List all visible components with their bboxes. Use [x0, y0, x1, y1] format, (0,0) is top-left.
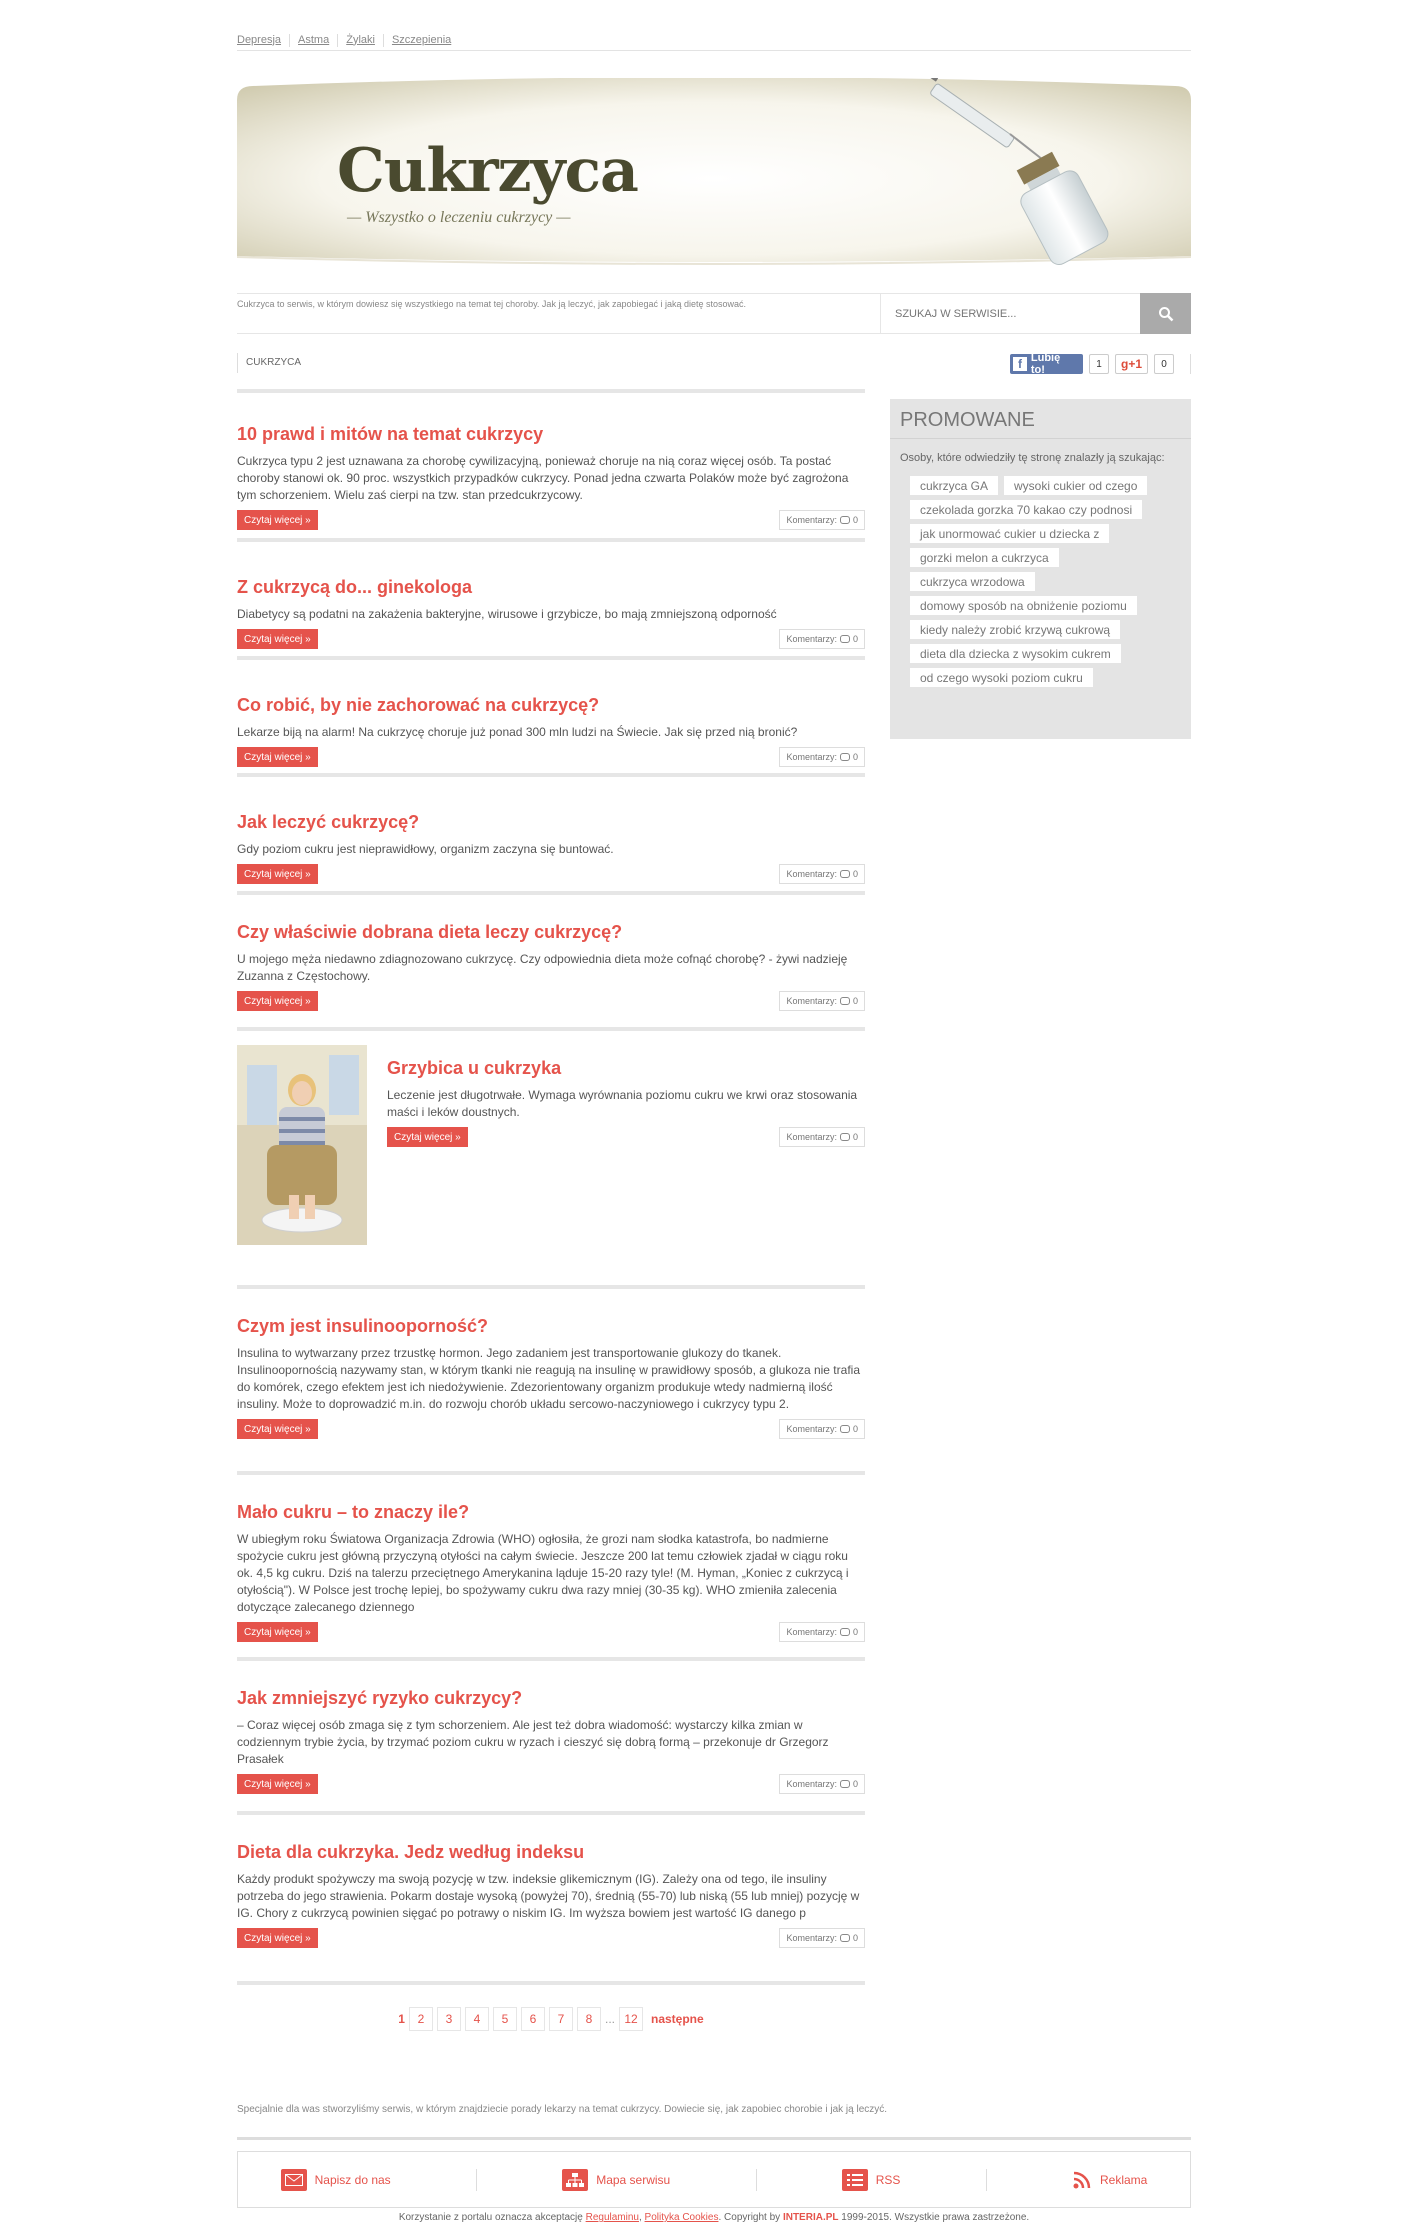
article-item: [237, 1471, 865, 1657]
mail-icon: [281, 2169, 307, 2191]
interia-link[interactable]: INTERIA.PL: [782, 2212, 839, 2223]
comments-number: 0: [852, 1933, 858, 1943]
page-link[interactable]: 8: [577, 2007, 601, 2031]
footer-link-label: Napisz do nas: [314, 2172, 391, 2187]
page-link[interactable]: 4: [465, 2007, 489, 2031]
footer-link-sitemap[interactable]: [562, 2169, 670, 2191]
comments-label: Komentarzy:: [786, 869, 837, 879]
article-title[interactable]: Grzybica u cukrzyka: [387, 1058, 562, 1078]
read-more-button[interactable]: Czytaj więcej »: [237, 629, 318, 649]
page-link[interactable]: 5: [493, 2007, 517, 2031]
cookies-link[interactable]: Polityka Cookies: [644, 2212, 719, 2223]
comments-label: Komentarzy:: [786, 1424, 837, 1434]
comments-count[interactable]: [779, 991, 865, 1011]
search-tag[interactable]: gorzki melon a cukrzyca: [910, 548, 1059, 567]
comments-label: Komentarzy:: [786, 1627, 837, 1637]
social-buttons: [1010, 354, 1191, 374]
comments-number: 0: [852, 515, 858, 525]
article-excerpt: U mojego męża niedawno zdiagnozowano cukrzycę. Czy odpowiednia dieta może cofnąć chorobę? - żywi nadzieję Zuzanna z Częstochowy.: [237, 952, 848, 983]
search-tag[interactable]: dieta dla dziecka z wysokim cukrem: [910, 644, 1121, 663]
google-plus-label: +1: [1128, 357, 1142, 371]
comments-number: 0: [852, 1132, 858, 1142]
page-link[interactable]: 6: [521, 2007, 545, 2031]
copyright-text: Copyright by: [724, 2212, 781, 2223]
comments-label: Komentarzy:: [786, 515, 837, 525]
page-current: 1: [398, 2012, 405, 2026]
copyright-text: 1999-2015. Wszystkie prawa zastrzeżone.: [841, 2212, 1030, 2223]
copyright: Korzystanie z portalu oznacza akceptację Regulaminu, Polityka Cookies. Copyright by INTERIA.PL 1999-2015. Wszystkie prawa zastrzeżone.: [398, 2212, 1030, 2223]
pagination: [237, 2006, 865, 2032]
comments-number: 0: [852, 634, 858, 644]
comments-number: 0: [852, 752, 858, 762]
facebook-like-button[interactable]: [1010, 354, 1083, 374]
intro-text: Cukrzyca to serwis, w którym dowiesz się wszystkiego na temat tej choroby. Jak ją leczyć, jak zapobiegać i jaką dietę stosować.: [237, 299, 747, 309]
article-title[interactable]: Czy właściwie dobrana dieta leczy cukrzycę?: [237, 922, 623, 942]
article-title[interactable]: Mało cukru – to znaczy ile?: [237, 1502, 470, 1522]
article-item: [237, 891, 865, 1027]
comments-count[interactable]: [779, 747, 865, 767]
header-banner[interactable]: [237, 78, 1191, 270]
article-item: [237, 389, 865, 526]
footer-link-ads[interactable]: [1072, 2170, 1147, 2190]
comments-label: Komentarzy:: [786, 1779, 837, 1789]
search-tag[interactable]: kiedy należy zrobić krzywą cukrową: [910, 620, 1120, 639]
article-image[interactable]: [237, 1045, 367, 1245]
divider: [756, 2169, 757, 2191]
article-title[interactable]: Z cukrzycą do... ginekologa: [237, 577, 473, 597]
read-more-button[interactable]: Czytaj więcej »: [237, 1774, 318, 1794]
comments-count[interactable]: [779, 1419, 865, 1439]
top-link-szczepienia[interactable]: Szczepienia: [383, 34, 459, 47]
top-links: [237, 30, 459, 50]
promoted-sidebar: [890, 399, 1191, 739]
divider: [237, 50, 1191, 51]
footer-link-label: Mapa serwisu: [596, 2172, 671, 2187]
comments-number: 0: [852, 996, 858, 1006]
search-tag[interactable]: czekolada gorzka 70 kakao czy podnosi: [910, 500, 1142, 519]
top-link-astma[interactable]: Astma: [289, 34, 337, 47]
footer-link-label: RSS: [875, 2172, 901, 2187]
sitemap-icon: [562, 2169, 588, 2191]
facebook-icon: f: [1013, 357, 1027, 371]
read-more-button[interactable]: Czytaj więcej »: [237, 1928, 318, 1948]
comments-label: Komentarzy:: [786, 752, 837, 762]
comments-number: 0: [852, 869, 858, 879]
sidebar-lead: Osoby, które odwiedziły tę stronę znalazły ją szukając:: [900, 452, 1165, 464]
article-excerpt: Gdy poziom cukru jest nieprawidłowy, organizm zaczyna się buntować.: [237, 842, 614, 856]
article-item: [237, 1285, 865, 1471]
top-link-depresja[interactable]: Depresja: [237, 33, 282, 46]
list-icon: [842, 2169, 868, 2191]
search-tag[interactable]: cukrzyca GA: [910, 476, 998, 495]
footer-link-contact[interactable]: [281, 2169, 391, 2191]
read-more-button[interactable]: Czytaj więcej »: [387, 1127, 468, 1147]
article-title[interactable]: Jak leczyć cukrzycę?: [237, 812, 420, 832]
search-tag[interactable]: od czego wysoki poziom cukru: [910, 668, 1093, 687]
article-excerpt: Każdy produkt spożywczy ma swoją pozycję w tzw. indeksie glikemicznym (IG). Zależy ona od tego, ile insuliny potrzeba do jego strawienia. Pokarm dostaje wysoką (powyżej 70), średnią (55-70) lub niską (55 lub mniej) pozycję w IG. Chory z cukrzycą powinien sięgać po potrawy o niskim IG. Im wyższa bowiem jest wartość IG danego p: [237, 1872, 860, 1920]
search-tag[interactable]: jak unormować cukier u dziecka z: [910, 524, 1109, 543]
comment-bubble-icon: [840, 753, 850, 761]
site-logo-title: Cukrzyca: [337, 136, 638, 206]
intro-bar: [237, 293, 1191, 334]
divider: [237, 2137, 1191, 2140]
comment-bubble-icon: [840, 1425, 850, 1433]
comments-count[interactable]: [779, 1774, 865, 1794]
comments-number: 0: [852, 1779, 858, 1789]
google-plus-button[interactable]: [1115, 354, 1148, 374]
comments-label: Komentarzy:: [786, 1132, 837, 1142]
article-excerpt: – Coraz więcej osób zmaga się z tym schorzeniem. Ale jest też dobra wiadomość: wystarczy kilka zmian w codziennym trybie życia, by trzymać poziom cukru w ryzach i cieszyć się dobrą formą – przekonuje dr Grzegorz Prasałek: [237, 1718, 829, 1766]
article-item: [237, 1657, 865, 1811]
read-more-button[interactable]: Czytaj więcej »: [237, 510, 318, 530]
article-excerpt: Cukrzyca typu 2 jest uznawana za chorobę cywilizacyjną, ponieważ choruje na nią coraz więcej osób. Ta postać choroby stanowi ok. 90 proc. wszystkich przypadków cukrzycy. Ponad jedna czwarta Polaków może być zagrożona tym schorzeniem. Wielu zaś cierpi na tzw. stan przedcukrzycowy.: [237, 454, 849, 502]
divider: [1190, 354, 1191, 374]
divider: [986, 2169, 987, 2191]
rss-icon: [1072, 2170, 1092, 2190]
comments-label: Komentarzy:: [786, 1933, 837, 1943]
next-page-link[interactable]: następne: [651, 2012, 704, 2026]
article-title[interactable]: Czym jest insulinooporność?: [237, 1316, 489, 1336]
facebook-like-count: 1: [1089, 354, 1109, 374]
comment-bubble-icon: [840, 1934, 850, 1942]
site-logo-subtitle: — Wszystko o leczeniu cukrzycy —: [347, 209, 571, 226]
comment-bubble-icon: [840, 997, 850, 1005]
search-button[interactable]: [1140, 293, 1191, 334]
article-item: [237, 1811, 865, 1985]
search-tags: [900, 476, 1181, 687]
comments-label: Komentarzy:: [786, 634, 837, 644]
google-plus-count: 0: [1154, 354, 1174, 374]
comments-count[interactable]: [779, 1928, 865, 1948]
comments-number: 0: [852, 1627, 858, 1637]
comments-count[interactable]: [779, 510, 865, 530]
article-title[interactable]: Jak zmniejszyć ryzyko cukrzycy?: [237, 1688, 523, 1708]
article-title[interactable]: 10 prawd i mitów na temat cukrzycy: [237, 424, 544, 444]
footer-link-label: Reklama: [1099, 2172, 1148, 2187]
terms-link[interactable]: Regulaminu: [585, 2212, 639, 2223]
comments-number: 0: [852, 1424, 858, 1434]
read-more-button[interactable]: Czytaj więcej »: [237, 747, 318, 767]
read-more-button[interactable]: Czytaj więcej »: [237, 1622, 318, 1642]
comments-count[interactable]: [779, 1127, 865, 1147]
copyright-text: Korzystanie z portalu oznacza akceptację: [398, 2212, 583, 2223]
page-link[interactable]: 3: [437, 2007, 461, 2031]
comment-bubble-icon: [840, 1780, 850, 1788]
search-tag[interactable]: cukrzyca wrzodowa: [910, 572, 1035, 591]
article-excerpt: Leczenie jest długotrwałe. Wymaga wyrównania poziomu cukru we krwi oraz stosowania maści i leków doustnych.: [387, 1088, 858, 1119]
comment-bubble-icon: [840, 1628, 850, 1636]
article-excerpt: Diabetycy są podatni na zakażenia bakteryjne, wirusowe i grzybicze, bo mają zmniejszoną odporność: [237, 607, 777, 621]
article-item: [237, 1027, 865, 1285]
top-link-zylaki[interactable]: Żylaki: [337, 34, 383, 47]
footer-link-rss[interactable]: [842, 2169, 901, 2191]
article-item: [237, 773, 865, 891]
search-icon: [1158, 306, 1174, 322]
comments-count[interactable]: [779, 629, 865, 649]
page-link[interactable]: 7: [549, 2007, 573, 2031]
comments-label: Komentarzy:: [786, 996, 837, 1006]
comment-bubble-icon: [840, 516, 850, 524]
comments-count[interactable]: [779, 864, 865, 884]
article-excerpt: W ubiegłym roku Światowa Organizacja Zdrowia (WHO) ogłosiła, że grozi nam słodka katastrofa, bo nadmierne spożycie cukru jest główną przyczyną otyłości na całym świecie. Jeszcze 200 lat temu człowiek zjadał w ciągu roku ok. 4,5 kg cukru. Dziś na talerzu przeciętnego Amerykanina ląduje 15-20 razy tyle! (M. Hyman, „Koniec z cukrzycą i otyłością"). W Polsce jest trochę lepiej, bo spożywamy cukru dwa razy mniej (30-35 kg). WHO zmieniła zalecenia dotyczące zalecanego dziennego: [237, 1532, 849, 1614]
article-excerpt: Insulina to wytwarzany przez trzustkę hormon. Jego zadaniem jest transportowanie glukozy do tkanek. Insulinoopornością nazywamy stan, w którym tkanki nie reagują na insulinę w prawidłowy sposób, a glukoza nie trafia do komórek, czego efektem jest ich niedożywienie. Zdezorientowany organizm produkuje wtedy nadmierną ilość insuliny. Może to doprowadzić m.in. do rozwoju chorób układu sercowo-naczyniowego i cukrzycy typu 2.: [237, 1346, 860, 1411]
search-tag[interactable]: wysoki cukier od czego: [1004, 476, 1147, 495]
breadcrumb[interactable]: CUKRZYCA: [237, 353, 301, 373]
article-excerpt: Lekarze biją na alarm! Na cukrzycę choruje już ponad 300 mln ludzi na Świecie. Jak się przed nią bronić?: [237, 725, 798, 739]
article-title[interactable]: Dieta dla cukrzyka. Jedz według indeksu: [237, 1842, 585, 1862]
search-input[interactable]: [880, 294, 1140, 333]
comments-count[interactable]: [779, 1622, 865, 1642]
divider: [476, 2169, 477, 2191]
article-title[interactable]: Co robić, by nie zachorować na cukrzycę?: [237, 695, 600, 715]
article-item: [237, 656, 865, 773]
footer-links: [237, 2151, 1191, 2208]
page-link[interactable]: 2: [409, 2007, 433, 2031]
comment-bubble-icon: [840, 870, 850, 878]
sidebar-title: PROMOWANE: [890, 409, 1191, 439]
read-more-button[interactable]: Czytaj więcej »: [237, 1419, 318, 1439]
page-link-last[interactable]: 12: [619, 2007, 643, 2031]
article-list: [237, 389, 865, 1985]
comment-bubble-icon: [840, 1133, 850, 1141]
google-plus-icon: g: [1120, 357, 1129, 371]
page-ellipsis: ...: [604, 2012, 615, 2026]
facebook-like-label: Lubię to!: [1030, 352, 1061, 376]
read-more-button[interactable]: Czytaj więcej »: [237, 864, 318, 884]
read-more-button[interactable]: Czytaj więcej »: [237, 991, 318, 1011]
search-tag[interactable]: domowy sposób na obniżenie poziomu: [910, 596, 1137, 615]
comment-bubble-icon: [840, 635, 850, 643]
footer-description: Specjalnie dla was stworzyliśmy serwis, w którym znajdziecie porady lekarzy na temat cukrzycy. Dowiecie się, jak zapobiec chorobie i jak ją leczyć.: [237, 2104, 888, 2115]
